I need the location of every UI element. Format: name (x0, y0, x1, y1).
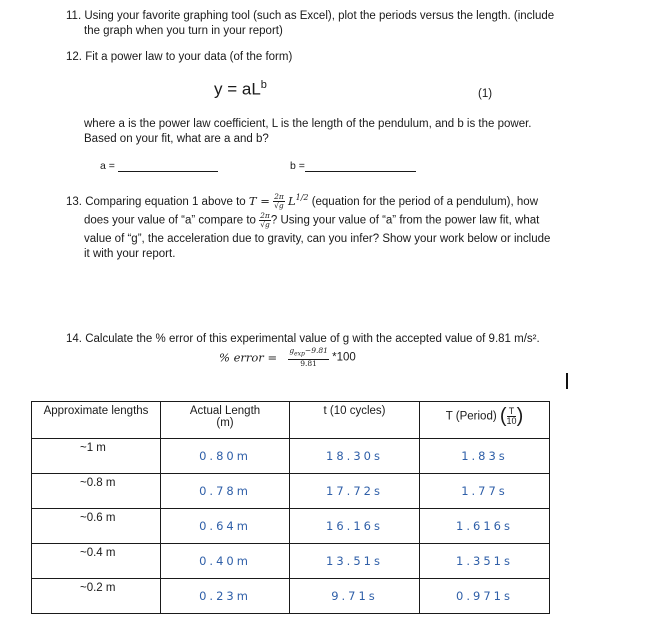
header-period: T (Period) ( $\frac{T}{10}$ ) (420, 402, 550, 439)
question-text: Fit a power law to your data (of the form) (85, 51, 293, 63)
b-answer (290, 160, 416, 172)
a-label: a = (100, 160, 115, 172)
percent-error-formula: % error = $\frac{g_{exp}-9.81}{9.81}$ *100 (219, 346, 356, 368)
question-11 (66, 9, 554, 24)
approx-length-cell: ~0.4 m (32, 544, 161, 579)
equation-number: (1) (478, 88, 493, 100)
time-cell[interactable]: 16.16s (290, 509, 420, 544)
a-answer (100, 160, 218, 172)
question-12-line1: where a is the power law coefficient, L is the length of the pendulum, and b is the power. (84, 118, 532, 130)
table-header-row (32, 402, 550, 439)
question-12-line2: Based on your fit, what are a and b? (84, 133, 269, 145)
question-number: 12. (66, 51, 82, 63)
question-text: Calculate the % error of this experimental value of g with the accepted value of 9.81 m/s². (85, 333, 540, 345)
time-cell[interactable]: 18.30s (290, 439, 420, 474)
question-14 (66, 332, 540, 347)
question-13-line2: does your value of “a” compare to $\frac{2\pi}{√g}$ ? Using your value of “a” from the power law fit, what (84, 211, 540, 229)
approx-length-cell: ~0.2 m (32, 579, 161, 614)
question-12 (66, 50, 292, 65)
period-cell[interactable]: 0.971s (420, 579, 550, 614)
table-row (32, 474, 550, 509)
period-cell[interactable]: 1.616s (420, 509, 550, 544)
table-row (32, 439, 550, 474)
time-cell[interactable]: 13.51s (290, 544, 420, 579)
approx-length-cell: ~1 m (32, 439, 161, 474)
period-cell[interactable]: 1.83s (420, 439, 550, 474)
table-row (32, 579, 550, 614)
header-t-10-cycles: t (10 cycles) (290, 402, 420, 439)
question-text: Using your favorite graphing tool (such as Excel), plot the periods versus the length. (include (84, 10, 555, 22)
header-approximate-lengths: Approximate lengths (32, 402, 161, 439)
period-cell[interactable]: 1.77s (420, 474, 550, 509)
compare-fraction: $\frac{2\pi}{√g}$ (260, 211, 270, 229)
approx-length-cell: ~0.8 m (32, 474, 161, 509)
actual-length-cell[interactable]: 0.23m (161, 579, 290, 614)
text-cursor (566, 373, 568, 389)
b-blank[interactable] (305, 171, 416, 172)
question-13-line3: value of “g”, the acceleration due to gravity, can you infer? Show your work below or include (84, 233, 551, 245)
actual-length-cell[interactable]: 0.40m (161, 544, 290, 579)
actual-length-cell[interactable]: 0.78m (161, 474, 290, 509)
actual-length-cell[interactable]: 0.64m (161, 509, 290, 544)
question-11-line2: the graph when you turn in your report) (84, 25, 283, 37)
question-number: 11. (66, 10, 82, 22)
approx-length-cell: ~0.6 m (32, 509, 161, 544)
question-number: 14. (66, 333, 82, 345)
period-fraction: $\frac{2\pi}{√g}$ (274, 192, 284, 211)
period-cell[interactable]: 1.351s (420, 544, 550, 579)
question-13-line4: it with your report. (84, 248, 176, 260)
table-row (32, 509, 550, 544)
question-13: 13. Comparing equation 1 above to T = $\frac{2\pi}{√g}$ $L^{1/2}$ (equation for the period of a pendulum), how (66, 192, 538, 211)
power-law-equation: $y = aL^b$ (214, 79, 267, 99)
actual-length-cell[interactable]: 0.80m (161, 439, 290, 474)
data-table (31, 401, 550, 614)
b-label: b = (290, 160, 305, 172)
question-number: 13. (66, 195, 82, 208)
a-blank[interactable] (118, 171, 218, 172)
table-row (32, 544, 550, 579)
header-actual-length: Actual Length (m) (161, 402, 290, 439)
time-cell[interactable]: 9.71s (290, 579, 420, 614)
time-cell[interactable]: 17.72s (290, 474, 420, 509)
